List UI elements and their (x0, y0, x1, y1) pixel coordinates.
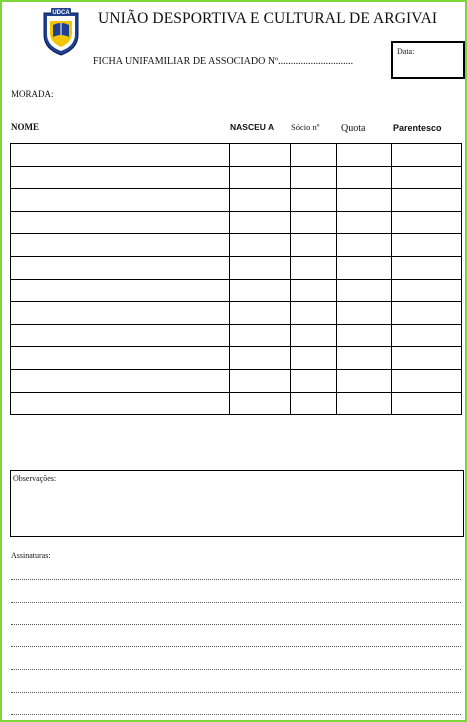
socio-cell[interactable] (291, 279, 337, 302)
morada-label: MORADA: (11, 89, 54, 99)
parentesco-cell[interactable] (392, 302, 462, 325)
form-title: FICHA UNIFAMILIAR DE ASSOCIADO Nº.............................. (93, 56, 354, 67)
quota-cell[interactable] (337, 369, 392, 392)
column-header-quota: Quota (341, 123, 366, 134)
signature-line[interactable] (11, 646, 461, 647)
quota-cell[interactable] (337, 279, 392, 302)
quota-cell[interactable] (337, 347, 392, 370)
nome-cell[interactable] (11, 256, 230, 279)
quota-cell[interactable] (337, 324, 392, 347)
parentesco-cell[interactable] (392, 234, 462, 257)
table-row (11, 347, 462, 370)
nome-cell[interactable] (11, 279, 230, 302)
socio-cell[interactable] (291, 166, 337, 189)
nasceu-cell[interactable] (230, 211, 291, 234)
date-field[interactable] (391, 41, 465, 79)
member-table (10, 143, 462, 415)
nasceu-cell[interactable] (230, 324, 291, 347)
column-header-nome: NOME (11, 122, 39, 132)
quota-cell[interactable] (337, 166, 392, 189)
table-row (11, 369, 462, 392)
nome-cell[interactable] (11, 166, 230, 189)
table-row (11, 234, 462, 257)
nasceu-cell[interactable] (230, 369, 291, 392)
signature-line[interactable] (11, 714, 461, 715)
nome-cell[interactable] (11, 189, 230, 212)
socio-cell[interactable] (291, 392, 337, 415)
socio-cell[interactable] (291, 144, 337, 167)
nasceu-cell[interactable] (230, 256, 291, 279)
quota-cell[interactable] (337, 392, 392, 415)
parentesco-cell[interactable] (392, 256, 462, 279)
nasceu-cell[interactable] (230, 279, 291, 302)
socio-cell[interactable] (291, 189, 337, 212)
table-row (11, 166, 462, 189)
nasceu-cell[interactable] (230, 347, 291, 370)
column-header-parentesco: Parentesco (393, 123, 442, 133)
table-row (11, 211, 462, 234)
socio-cell[interactable] (291, 324, 337, 347)
column-header-socio: Sócio nº (291, 122, 320, 132)
nasceu-cell[interactable] (230, 234, 291, 257)
signature-line[interactable] (11, 624, 461, 625)
nasceu-cell[interactable] (230, 166, 291, 189)
column-header-nasceu: NASCEU A (230, 122, 275, 132)
parentesco-cell[interactable] (392, 189, 462, 212)
nasceu-cell[interactable] (230, 302, 291, 325)
table-row (11, 392, 462, 415)
parentesco-cell[interactable] (392, 144, 462, 167)
parentesco-cell[interactable] (392, 347, 462, 370)
nome-cell[interactable] (11, 324, 230, 347)
quota-cell[interactable] (337, 189, 392, 212)
parentesco-cell[interactable] (392, 369, 462, 392)
table-row (11, 279, 462, 302)
table-row (11, 324, 462, 347)
quota-cell[interactable] (337, 234, 392, 257)
socio-cell[interactable] (291, 256, 337, 279)
table-row (11, 302, 462, 325)
nome-cell[interactable] (11, 347, 230, 370)
nasceu-cell[interactable] (230, 144, 291, 167)
nome-cell[interactable] (11, 144, 230, 167)
socio-cell[interactable] (291, 234, 337, 257)
nome-cell[interactable] (11, 234, 230, 257)
parentesco-cell[interactable] (392, 324, 462, 347)
socio-cell[interactable] (291, 211, 337, 234)
nome-cell[interactable] (11, 369, 230, 392)
club-logo (41, 7, 81, 57)
quota-cell[interactable] (337, 302, 392, 325)
socio-cell[interactable] (291, 302, 337, 325)
parentesco-cell[interactable] (392, 166, 462, 189)
nome-cell[interactable] (11, 302, 230, 325)
date-label: Data: (397, 47, 415, 56)
table-row (11, 256, 462, 279)
observacoes-label: Observações: (13, 474, 57, 483)
parentesco-cell[interactable] (392, 279, 462, 302)
signature-line[interactable] (11, 579, 461, 580)
parentesco-cell[interactable] (392, 211, 462, 234)
assinaturas-label: Assinaturas: (11, 551, 51, 560)
signature-line[interactable] (11, 669, 461, 670)
svg-text:UDCA: UDCA (52, 10, 70, 16)
signature-line[interactable] (11, 692, 461, 693)
quota-cell[interactable] (337, 144, 392, 167)
signature-line[interactable] (11, 602, 461, 603)
nasceu-cell[interactable] (230, 189, 291, 212)
nome-cell[interactable] (11, 392, 230, 415)
nasceu-cell[interactable] (230, 392, 291, 415)
quota-cell[interactable] (337, 256, 392, 279)
parentesco-cell[interactable] (392, 392, 462, 415)
socio-cell[interactable] (291, 369, 337, 392)
table-row (11, 189, 462, 212)
nome-cell[interactable] (11, 211, 230, 234)
table-row (11, 144, 462, 167)
socio-cell[interactable] (291, 347, 337, 370)
club-title: UNIÃO DESPORTIVA E CULTURAL DE ARGIVAI (98, 10, 438, 27)
observacoes-box[interactable] (10, 470, 464, 537)
quota-cell[interactable] (337, 211, 392, 234)
